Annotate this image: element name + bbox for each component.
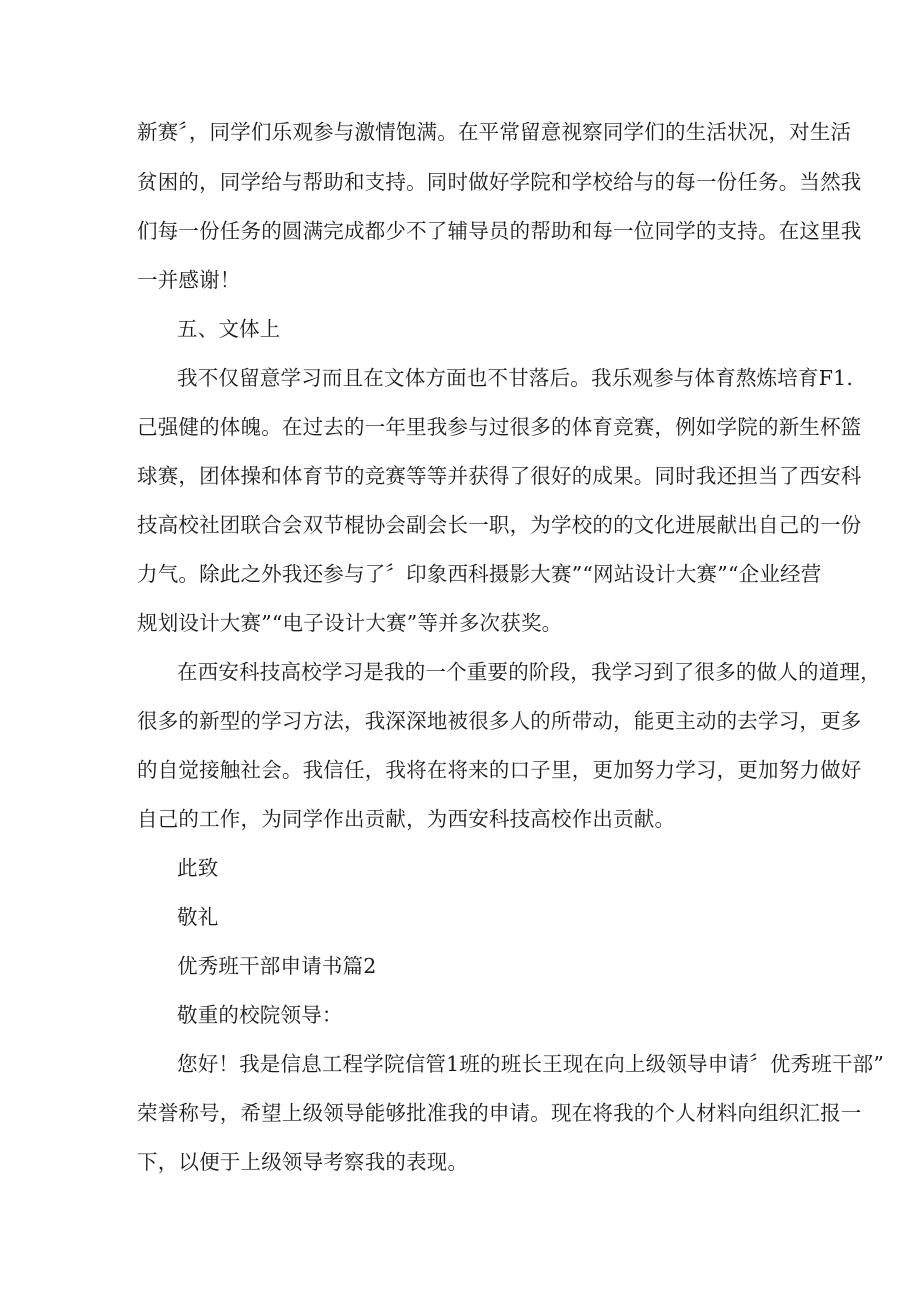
- paragraph-line: 规划设计大赛”“电子设计大赛”等并多次获奖。: [137, 611, 563, 635]
- paragraph-line: 一并感谢！: [137, 268, 241, 292]
- paragraph-line: 球赛，团体操和体育节的竞赛等等并获得了很好的成果。同时我还担当了西安科: [137, 464, 862, 488]
- paragraph-line: 我不仅留意学习而且在文体方面也不甘落后。我乐观参与体育熬炼培育F1.: [177, 366, 854, 390]
- paragraph-line: 己强健的体魄。在过去的一年里我参与过很多的体育竞赛，例如学院的新生杯篮: [137, 415, 862, 439]
- paragraph-line: 自己的工作，为同学作出贡献，为西安科技高校作出贡献。: [137, 807, 676, 831]
- salutation: 敬重的校院领导：: [177, 1003, 343, 1027]
- paragraph-line: 您好！我是信息工程学院信管1班的班长王现在向上级领导申请〞优秀班干部”: [177, 1052, 885, 1076]
- closing-line: 此致: [177, 856, 219, 880]
- paragraph-line: 们每一份任务的圆满完成都少不了辅导员的帮助和每一位同学的支持。在这里我: [137, 219, 862, 243]
- paragraph-line: 新赛〞，同学们乐观参与激情饱满。在平常留意视察同学们的生活状况，对生活: [137, 120, 852, 144]
- paragraph-line: 的自觉接触社会。我信任，我将在将来的口子里，更加努力学习，更加努力做好: [137, 758, 862, 782]
- section-heading: 五、文体上: [177, 317, 281, 341]
- document-title: 优秀班干部申请书篇2: [177, 954, 377, 978]
- paragraph-line: 在西安科技高校学习是我的一个重要的阶段，我学习到了很多的做人的道理，: [177, 660, 881, 684]
- paragraph-line: 力气。除此之外我还参与了〞印象西科摄影大赛”“网站设计大赛”“企业经营: [137, 562, 822, 586]
- paragraph-line: 技高校社团联合会双节棍协会副会长一职，为学校的的文化进展献出自己的一份: [137, 513, 862, 537]
- paragraph-line: 很多的新型的学习方法，我深深地被很多人的所带动，能更主动的去学习，更多: [137, 709, 862, 733]
- paragraph-line: 荣誉称号，希望上级领导能够批准我的申请。现在将我的个人材料向组织汇报一: [137, 1101, 862, 1125]
- paragraph-line: 下，以便于上级领导考察我的表现。: [137, 1150, 469, 1174]
- paragraph-line: 贫困的，同学给与帮助和支持。同时做好学院和学校给与的每一份任务。当然我: [137, 170, 862, 194]
- closing-line: 敬礼: [177, 905, 219, 929]
